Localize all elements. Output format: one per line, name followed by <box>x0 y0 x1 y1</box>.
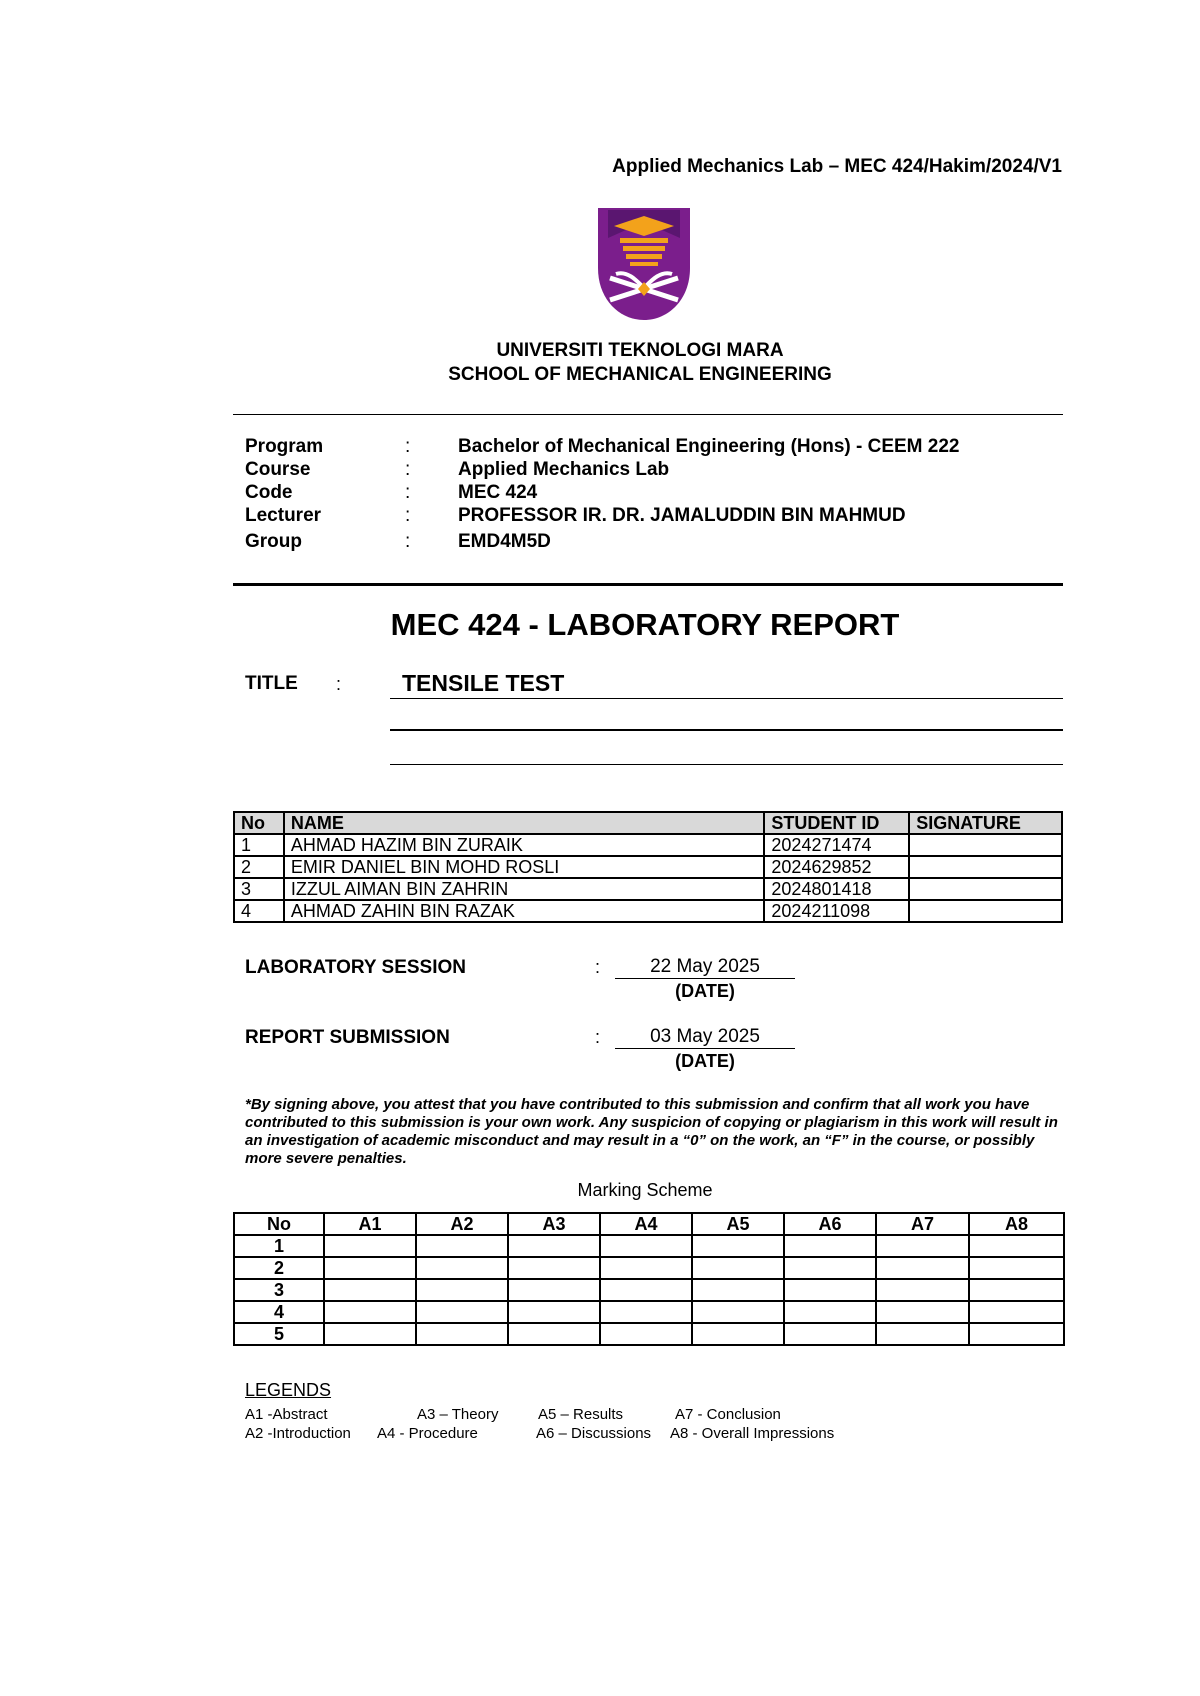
mark-cell[interactable] <box>692 1301 784 1323</box>
member-signature[interactable] <box>909 878 1062 900</box>
member-name: EMIR DANIEL BIN MOHD ROSLI <box>284 856 765 878</box>
info-colon: : <box>405 505 411 526</box>
info-colon: : <box>405 531 411 552</box>
col-header-student-id: STUDENT ID <box>764 812 909 834</box>
lab-session-date-caption: (DATE) <box>675 981 735 1001</box>
title-underline-2 <box>390 729 1063 731</box>
mark-cell[interactable] <box>324 1301 416 1323</box>
info-colon: : <box>405 482 411 503</box>
mark-cell[interactable] <box>600 1279 692 1301</box>
mark-cell[interactable] <box>876 1279 969 1301</box>
divider-top <box>233 414 1063 415</box>
lab-session-colon: : <box>595 957 601 977</box>
member-student-id: 2024271474 <box>764 834 909 856</box>
table-row <box>234 878 1062 900</box>
info-value: MEC 424 <box>458 482 538 503</box>
mark-cell[interactable] <box>324 1235 416 1257</box>
info-value: PROFESSOR IR. DR. JAMALUDDIN BIN MAHMUD <box>458 505 906 526</box>
legend-item-a1: A1 -Abstract <box>245 1406 328 1423</box>
legend-item-a3: A3 – Theory <box>417 1406 499 1423</box>
marking-col-a5: A5 <box>692 1213 784 1235</box>
member-student-id: 2024211098 <box>764 900 909 922</box>
divider-bottom <box>233 583 1063 586</box>
mark-cell[interactable] <box>784 1235 876 1257</box>
report-submission-label: REPORT SUBMISSION <box>245 1027 450 1048</box>
member-student-id: 2024801418 <box>764 878 909 900</box>
mark-cell[interactable] <box>876 1301 969 1323</box>
member-no: 4 <box>234 900 284 922</box>
mark-cell[interactable] <box>876 1257 969 1279</box>
mark-cell[interactable] <box>784 1323 876 1345</box>
members-header-row <box>234 812 1062 834</box>
mark-cell[interactable] <box>600 1323 692 1345</box>
report-submission-date: 03 May 2025 <box>615 1026 795 1049</box>
member-signature[interactable] <box>909 856 1062 878</box>
mark-cell[interactable] <box>324 1257 416 1279</box>
legend-item-a4: A4 - Procedure <box>377 1425 478 1442</box>
member-name: AHMAD ZAHIN BIN RAZAK <box>284 900 765 922</box>
marking-col-a6: A6 <box>784 1213 876 1235</box>
marking-scheme-table <box>233 1212 1065 1346</box>
marking-scheme-title: Marking Scheme <box>577 1180 713 1200</box>
mark-cell[interactable] <box>692 1235 784 1257</box>
marking-row-number: 4 <box>234 1301 324 1323</box>
mark-cell[interactable] <box>416 1301 508 1323</box>
mark-cell[interactable] <box>692 1279 784 1301</box>
mark-cell[interactable] <box>324 1279 416 1301</box>
mark-cell[interactable] <box>692 1257 784 1279</box>
info-label: Lecturer <box>245 505 322 526</box>
member-signature[interactable] <box>909 834 1062 856</box>
school-name: SCHOOL OF MECHANICAL ENGINEERING <box>448 364 832 385</box>
legend-item-a6: A6 – Discussions <box>536 1425 652 1442</box>
marking-row-number: 2 <box>234 1257 324 1279</box>
col-header-no: No <box>234 812 284 834</box>
member-no: 3 <box>234 878 284 900</box>
member-signature[interactable] <box>909 900 1062 922</box>
university-name: UNIVERSITI TEKNOLOGI MARA <box>496 340 784 361</box>
lab-session-label: LABORATORY SESSION <box>245 957 466 978</box>
mark-cell[interactable] <box>324 1323 416 1345</box>
table-row <box>234 1279 1064 1301</box>
marking-col-a4: A4 <box>600 1213 692 1235</box>
uitm-logo <box>598 208 690 320</box>
info-value: Bachelor of Mechanical Engineering (Hons) - CEEM 222 <box>458 436 960 457</box>
document-reference: Applied Mechanics Lab – MEC 424/Hakim/2024/V1 <box>612 156 1062 177</box>
mark-cell[interactable] <box>969 1279 1064 1301</box>
title-colon: : <box>336 674 342 694</box>
table-row <box>234 1323 1064 1345</box>
mark-cell[interactable] <box>600 1301 692 1323</box>
mark-cell[interactable] <box>508 1323 600 1345</box>
info-colon: : <box>405 436 411 457</box>
mark-cell[interactable] <box>784 1279 876 1301</box>
info-colon: : <box>405 459 411 480</box>
table-row <box>234 834 1062 856</box>
mark-cell[interactable] <box>969 1301 1064 1323</box>
mark-cell[interactable] <box>784 1257 876 1279</box>
mark-cell[interactable] <box>416 1279 508 1301</box>
mark-cell[interactable] <box>508 1235 600 1257</box>
member-student-id: 2024629852 <box>764 856 909 878</box>
members-table <box>233 811 1063 923</box>
info-label: Code <box>245 482 293 503</box>
info-value: Applied Mechanics Lab <box>458 459 670 480</box>
table-row <box>234 1235 1064 1257</box>
marking-header-row <box>234 1213 1064 1235</box>
member-no: 1 <box>234 834 284 856</box>
title-value: TENSILE TEST <box>402 670 565 696</box>
mark-cell[interactable] <box>969 1257 1064 1279</box>
info-value: EMD4M5D <box>458 531 551 552</box>
info-label: Program <box>245 436 324 457</box>
legends-title: LEGENDS <box>245 1380 332 1400</box>
member-name: IZZUL AIMAN BIN ZAHRIN <box>284 878 765 900</box>
marking-row-number: 3 <box>234 1279 324 1301</box>
marking-col-no: No <box>234 1213 324 1235</box>
marking-col-a7: A7 <box>876 1213 969 1235</box>
marking-col-a8: A8 <box>969 1213 1064 1235</box>
marking-col-a3: A3 <box>508 1213 600 1235</box>
info-label: Group <box>245 531 302 552</box>
marking-row-number: 1 <box>234 1235 324 1257</box>
table-row <box>234 1301 1064 1323</box>
member-no: 2 <box>234 856 284 878</box>
mark-cell[interactable] <box>784 1301 876 1323</box>
mark-cell[interactable] <box>692 1323 784 1345</box>
col-header-signature: SIGNATURE <box>909 812 1062 834</box>
member-name: AHMAD HAZIM BIN ZURAIK <box>284 834 765 856</box>
table-row <box>234 1257 1064 1279</box>
legend-item-a2: A2 -Introduction <box>245 1425 351 1442</box>
report-submission-colon: : <box>595 1027 601 1047</box>
legend-item-a8: A8 - Overall Impressions <box>670 1425 835 1442</box>
mark-cell[interactable] <box>508 1257 600 1279</box>
mark-cell[interactable] <box>508 1301 600 1323</box>
mark-cell[interactable] <box>969 1235 1064 1257</box>
legend-item-a5: A5 – Results <box>538 1406 624 1423</box>
mark-cell[interactable] <box>600 1235 692 1257</box>
marking-row-number: 5 <box>234 1323 324 1345</box>
report-title: MEC 424 - LABORATORY REPORT <box>390 607 900 642</box>
marking-col-a1: A1 <box>324 1213 416 1235</box>
mark-cell[interactable] <box>416 1323 508 1345</box>
signing-disclaimer: *By signing above, you attest that you have contributed to this submission and confirm that all work you have contributed to this submission is your own work. Any suspicion of copying or plagiarism in this work will result in an investigation of academic misconduct and may result in a “0” on the work, an “F” in the course, or possibly more severe penalties. <box>245 1096 1058 1167</box>
mark-cell[interactable] <box>876 1235 969 1257</box>
title-label: TITLE <box>245 673 298 694</box>
title-underline-3 <box>390 764 1063 765</box>
title-underline-1 <box>390 698 1063 699</box>
table-row <box>234 900 1062 922</box>
mark-cell[interactable] <box>876 1323 969 1345</box>
mark-cell[interactable] <box>416 1235 508 1257</box>
col-header-name: NAME <box>284 812 765 834</box>
mark-cell[interactable] <box>416 1257 508 1279</box>
mark-cell[interactable] <box>600 1257 692 1279</box>
report-submission-date-caption: (DATE) <box>675 1051 735 1071</box>
lab-session-date: 22 May 2025 <box>615 956 795 979</box>
mark-cell[interactable] <box>508 1279 600 1301</box>
info-label: Course <box>245 459 311 480</box>
legend-item-a7: A7 - Conclusion <box>675 1406 781 1423</box>
table-row <box>234 856 1062 878</box>
marking-col-a2: A2 <box>416 1213 508 1235</box>
mark-cell[interactable] <box>969 1323 1064 1345</box>
